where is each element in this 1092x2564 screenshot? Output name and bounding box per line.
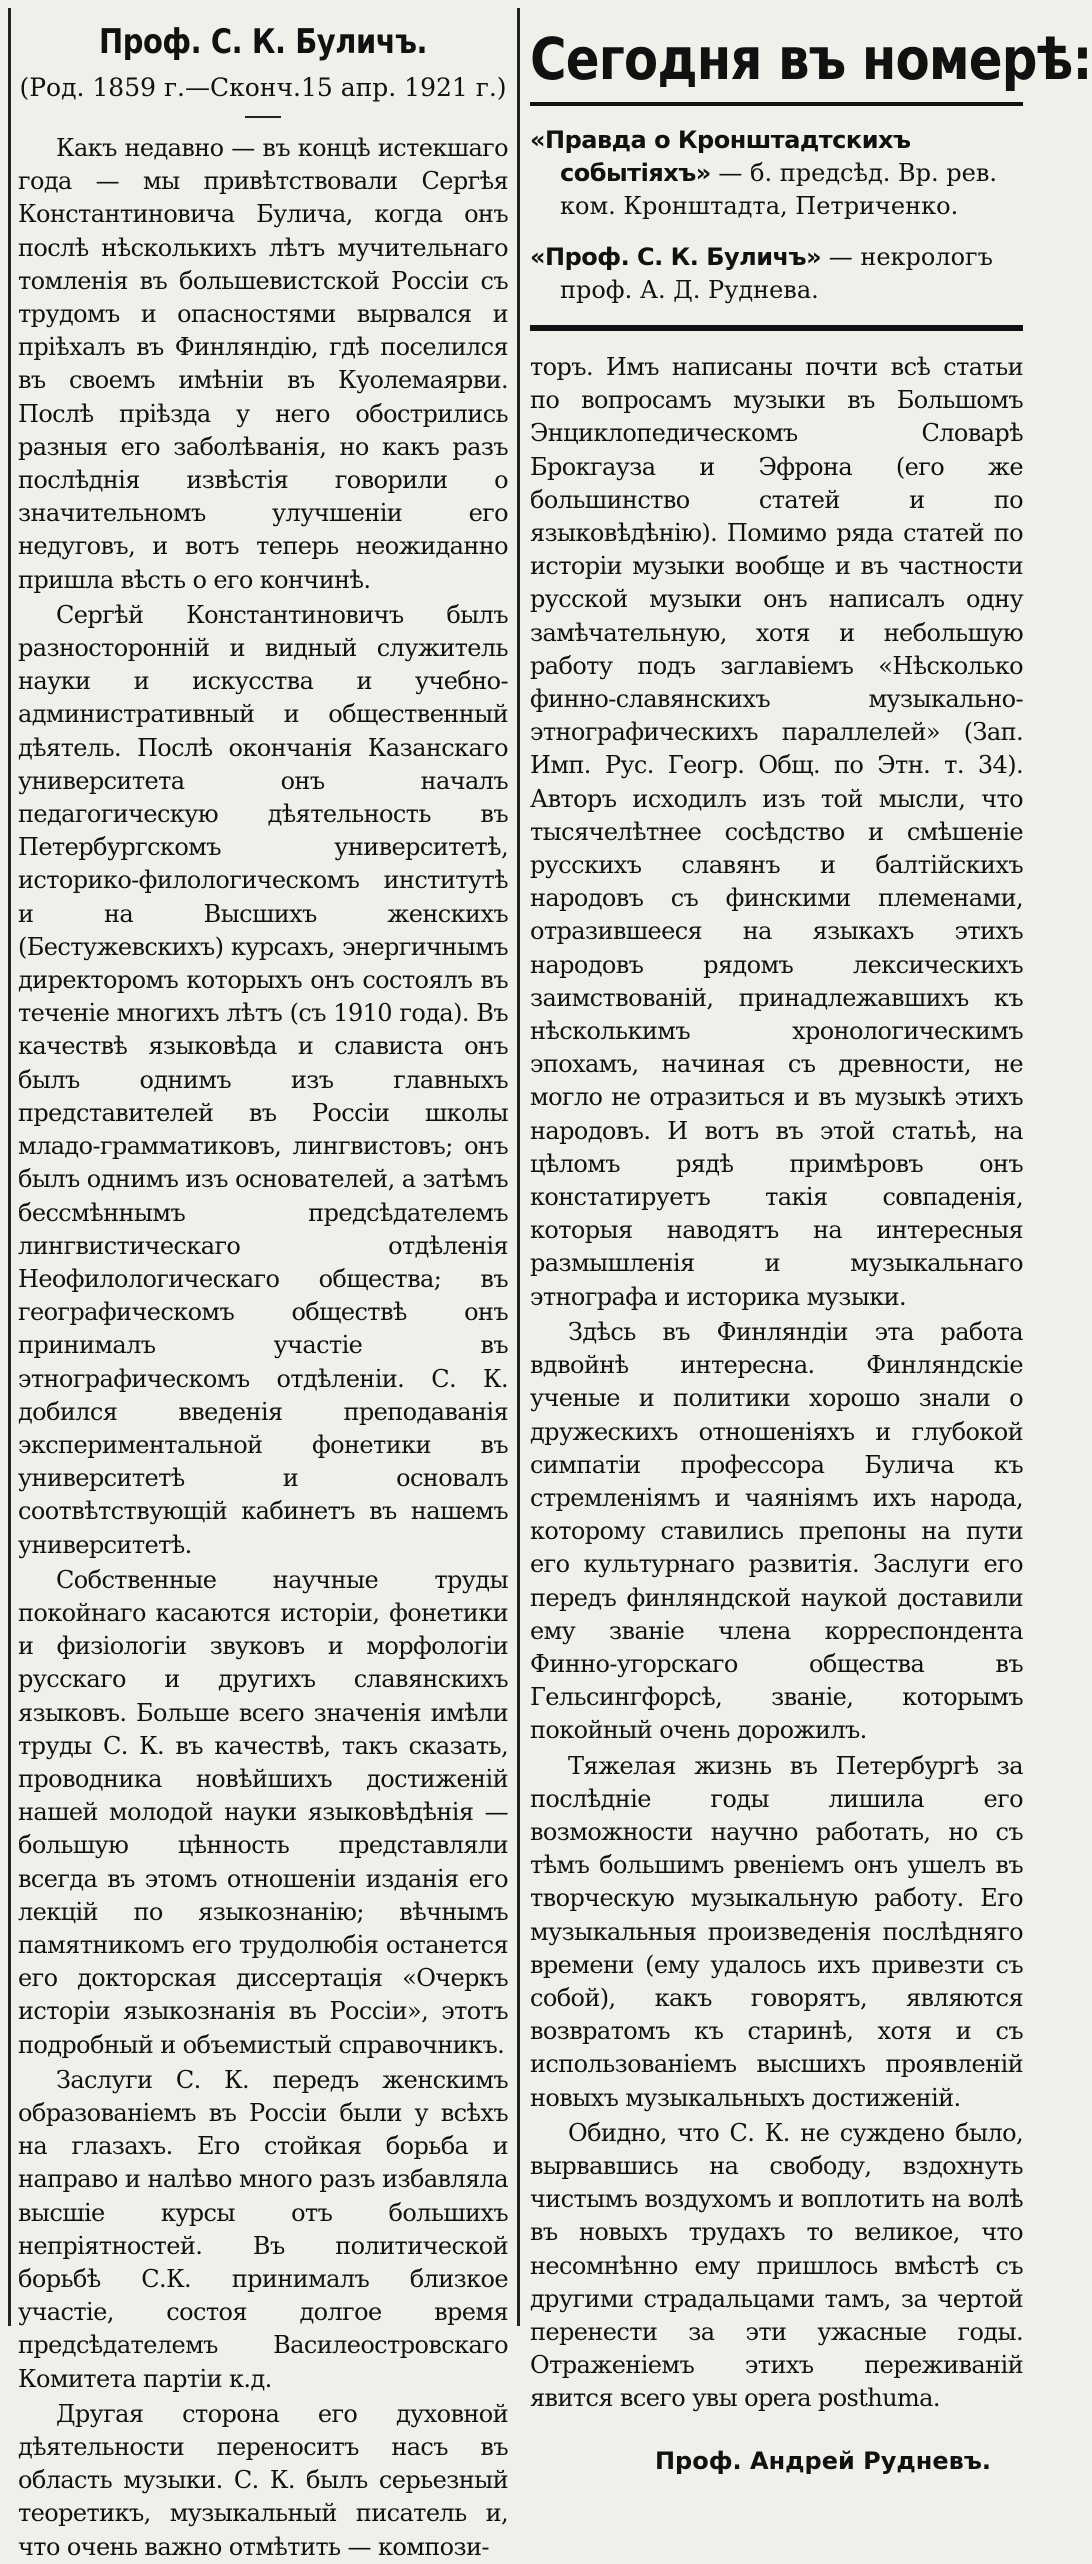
obituary-title: Проф. С. К. Буличъ. <box>98 22 428 62</box>
contents-item-desc: — б. предсѣд. Вр. рев. ком. Кронштадта, Петриченко. <box>560 159 997 220</box>
paragraph: Здѣсь въ Финляндіи эта работа вдвойнѣ интересна. Финляндскіе ученые и политики хорошо знали о дружескихъ отношеніяхъ и глубокой симпатіи профессора Булича къ стремленіямъ и чаяніямъ ихъ народа, которому ставились препоны на пути его культурнаго развитія. Заслуги его передъ финляндской наукой доставили ему званіе члена корреспондента Финно-угорскаго общества въ Гельсингфорсѣ, званіе, которымъ покойный очень дорожилъ. <box>530 1317 1023 1745</box>
column-divider <box>517 8 520 2326</box>
author-signature: Проф. Андрей Рудневъ. <box>654 2446 991 2475</box>
paragraph: Какъ недавно — въ концѣ истекшаго года — мы привѣтствовали Сергѣя Константиновича Булича, когда онъ послѣ нѣсколькихъ лѣтъ мучительнаго томленія въ большевистской Россіи съ трудомъ и опасностями вырвался и пріѣхалъ въ Финляндію, гдѣ поселился въ своемъ имѣніи въ Куолемаярви. Послѣ пріѣзда у него обострились разныя его заболѣванія, но какъ разъ послѣднія извѣстія говорили о значительномъ улучшеніи его недуговъ, и вотъ теперь неожиданно пришла вѣсть о его кончинѣ. <box>18 134 508 594</box>
contents-item-desc: — некрологъ проф. А. Д. Руднева. <box>560 243 993 304</box>
section-rule <box>530 325 1023 331</box>
contents-item <box>530 124 1023 223</box>
contents-item <box>530 241 1023 307</box>
paragraph: Сергѣй Константиновичъ былъ разносторонній и видный служитель науки и искусства и учебно-административный и общественный дѣятель. Послѣ окончанія Казанскаго университета онъ началъ педагогическую дѣятельность въ Петербургскомъ университетѣ, историко-филологическомъ институтѣ и на Высшихъ женскихъ (Бестужевскихъ) курсахъ, энергичнымъ директоромъ которыхъ онъ состоялъ въ теченіе многихъ лѣтъ (съ 1910 года). Въ качествѣ языковѣда и слависта онъ былъ однимъ изъ главныхъ представителей въ Россіи школы младо-грамматиковъ, лингвистовъ; онъ былъ однимъ изъ основателей, а затѣмъ бессмѣннымъ предсѣдателемъ лингвистическаго отдѣленія Неофилологическаго общества; въ географическомъ обществѣ онъ принималъ участіе въ этнографическомъ отдѣленіи. С. К. добился введенія преподаванія экспериментальной фонетики въ университетѣ и основалъ соотвѣтствующій кабинетъ въ нашемъ университетѣ. <box>18 600 508 1559</box>
heading-rule <box>530 102 1023 106</box>
right-column <box>530 20 1092 2478</box>
left-column <box>18 20 508 2564</box>
paragraph: торъ. Имъ написаны почти всѣ статьи по вопросамъ музыки въ Большомъ Энциклопедическомъ Словарѣ Брокгауза и Эфрона (его же большинство статей и по языковѣдѣнію). Помимо ряда статей по исторіи музыки вообще и въ частности русской музыки онъ написалъ одну замѣчательную, хотя и небольшую работу подъ заглавіемъ «Нѣсколько финно-славянскихъ музыкально-этнографическихъ параллелей» (Зап. Имп. Рус. Геогр. Общ. по Этн. т. 34). Авторъ исходилъ изъ той мысли, что тысячелѣтнее сосѣдство и смѣшеніе русскихъ славянъ и балтійскихъ народовъ съ финскими племенами, отразившееся на языкахъ этихъ народовъ рядомъ лексическихъ заимствованій, принадлежавшихъ къ нѣсколькимъ хронологическимъ эпохамъ, начиная съ древности, не могло не отразиться и въ музыкѣ этихъ народовъ. И вотъ въ этой статьѣ, на цѣломъ рядѣ примѣровъ онъ констатируетъ такія совпаденія, которыя наводятъ на интересныя размышленія и музыкальнаго этнографа и историка музыки. <box>530 353 1023 1311</box>
paragraph: Другая сторона его духовной дѣятельности переноситъ насъ въ область музыки. С. К. былъ серьезный теоретикъ, музыкальный писатель и, что очень важно отмѣтить — компози- <box>18 2399 508 2561</box>
paragraph: Тяжелая жизнь въ Петербургѣ за послѣдніе годы лишила его возможности научно работать, но съ тѣмъ большимъ рвеніемъ онъ ушелъ въ творческую музыкальную работу. Его музыкальныя произведенія послѣдняго времени (ему удалось ихъ привезти съ собой), какъ говорятъ, являются возвратомъ къ старинѣ, хотя и съ использованіемъ высшихъ проявленій новыхъ музыкальныхъ достиженій. <box>530 1751 1023 2112</box>
contents-item-title: «Проф. С. К. Буличъ» <box>530 243 822 271</box>
contents-heading: Сегодня въ номерѣ: <box>530 25 1092 93</box>
paragraph: Обидно, что С. К. не суждено было, вырвавшись на свободу, вздохнуть чистымъ воздухомъ и воплотить на волѣ въ новыхъ трудахъ то великое, что несомнѣнно ему пришлось вмѣстѣ съ другими страдальцами тамъ, за чертой перенести за эти ужасные годы. Отраженіемъ этихъ переживаній явится всего увы opera posthuma. <box>530 2118 1023 2413</box>
contents-item-title: «Правда о Кронштадтскихъ событіяхъ» <box>530 126 911 187</box>
paragraph: Собственные научные труды покойнаго касаются исторіи, фонетики и физіологіи звуковъ и морфологіи русскаго и другихъ славянскихъ языковъ. Больше всего значенія имѣли труды С. К. въ качествѣ, такъ сказать, проводника новѣйшихъ достиженій нашей молодой науки языковѣдѣнія — большую цѣнность представляли всегда въ этомъ отношеніи изданія его лекцій по языкознанію; вѣчнымъ памятникомъ его трудолюбія останется его докторская диссертація «Очеркъ исторіи языкознанія въ Россіи», этотъ подробный и объемистый справочникъ. <box>18 1565 508 2059</box>
paragraph: Заслуги С. К. передъ женскимъ образованіемъ въ Россіи были у всѣхъ на глазахъ. Его стойкая борьба и направо и налѣво много разъ избавляла высшіе курсы отъ большихъ непріятностей. Въ политической борьбѣ С.К. принималъ близкое участіе, состоя долгое время предсѣдателемъ Василеостровскаго Комитета партіи к.д. <box>18 2065 508 2393</box>
left-border-rule <box>8 8 11 2326</box>
obituary-dates: (Род. 1859 г.—Сконч.15 апр. 1921 г.) <box>19 73 507 102</box>
divider <box>245 116 281 118</box>
